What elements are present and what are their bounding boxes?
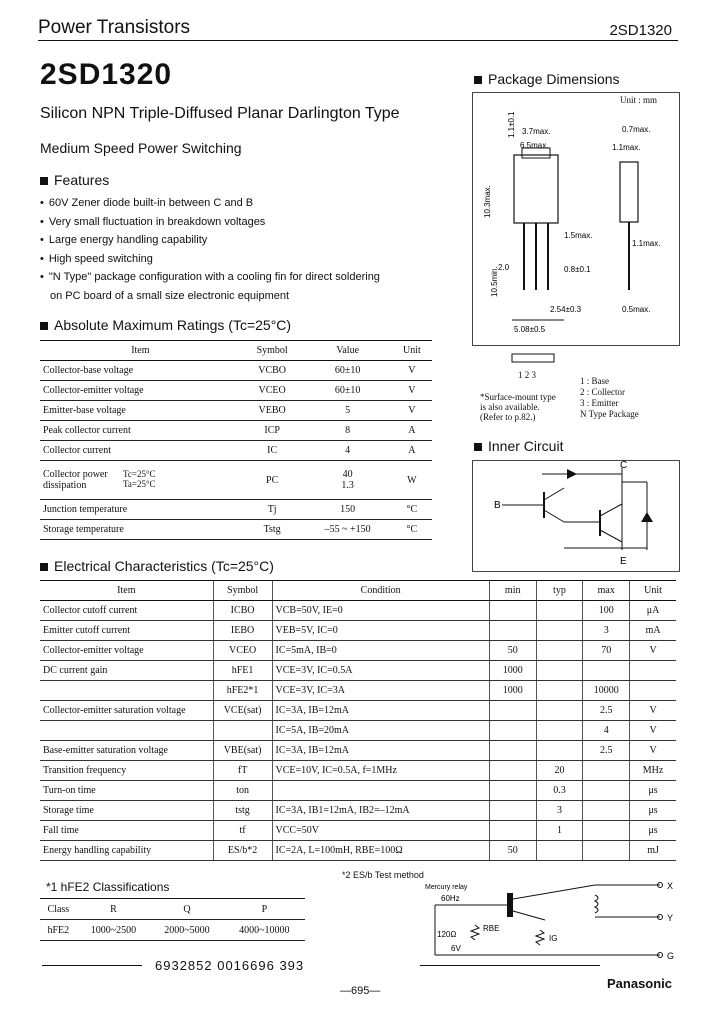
cell: V (392, 381, 432, 401)
cell: 60±10 (304, 361, 392, 381)
dim-label: 1.1±0.1 (507, 111, 516, 138)
cell: Peak collector current (40, 421, 241, 441)
power-cond2: Ta=25°C (123, 479, 156, 489)
cell-item: Collector-emitter voltage (40, 641, 213, 661)
test-label: 120Ω (437, 930, 457, 939)
feature-item: • 60V Zener diode built-in between C and B (40, 194, 380, 213)
transistor-icon (507, 893, 513, 917)
cell-unit: V (630, 741, 676, 761)
part-number: 2SD1320 (40, 58, 173, 91)
hfe-class-title: *1 hFE2 Classifications (46, 880, 170, 894)
cell: Storage temperature (40, 520, 241, 540)
cell: Class (40, 899, 77, 920)
hfe-class-table (40, 898, 305, 941)
cell-sym: ICBO (213, 601, 272, 621)
table-header-row (40, 581, 676, 601)
abs-max-table (40, 340, 432, 540)
cell-min (489, 741, 536, 761)
cell-max: 3 (583, 621, 630, 641)
cell: hFE2 (40, 920, 77, 941)
cell-unit: V (630, 641, 676, 661)
pin-legend (580, 376, 639, 420)
package-title: Package Dimensions (488, 71, 620, 87)
test-label: IG (549, 934, 558, 943)
cell: Q (150, 899, 224, 920)
test-label: Y (667, 913, 674, 923)
footer-rule (42, 965, 142, 966)
cell: °C (392, 500, 432, 520)
test-label: G (667, 951, 675, 961)
cell-typ (536, 721, 583, 741)
cell-item: Turn-on time (40, 781, 213, 801)
cell-max (583, 821, 630, 841)
bullet-square-icon (40, 322, 48, 330)
cell-item: Base-emitter saturation voltage (40, 741, 213, 761)
dim-label: 0.7max. (622, 125, 651, 134)
col-header: typ (536, 581, 583, 601)
cell: 4 (304, 441, 392, 461)
cell: 8 (304, 421, 392, 441)
cell-min (489, 701, 536, 721)
cell-unit: V (630, 701, 676, 721)
cell: VCEO (241, 381, 304, 401)
cell-sym: IEBO (213, 621, 272, 641)
cell-typ (536, 661, 583, 681)
table-row (40, 601, 676, 621)
cell-item: Emitter cutoff current (40, 621, 213, 641)
cell-item: Transition frequency (40, 761, 213, 781)
cell: A (392, 441, 432, 461)
cell-item: Energy handling capability (40, 841, 213, 861)
feature-item: • Large energy handling capability (40, 231, 380, 250)
cell-max (583, 661, 630, 681)
abs-max-heading (40, 317, 291, 333)
features-heading (40, 172, 109, 188)
table-row (40, 381, 432, 401)
table-row (40, 899, 305, 920)
dim-label: 3.7max. (522, 127, 551, 136)
power-item: Collector power dissipation (43, 469, 108, 491)
feature-item: • Very small fluctuation in breakdown voltages (40, 213, 380, 232)
cell: Junction temperature (40, 500, 241, 520)
dim-label: 6.5max. (520, 141, 549, 150)
cell-unit: mA (630, 621, 676, 641)
note-line: (Refer to p.82.) (480, 412, 536, 422)
col-header: max (583, 581, 630, 601)
cell-typ (536, 741, 583, 761)
wire (600, 504, 622, 516)
cell-unit: mJ (630, 841, 676, 861)
table-row (40, 681, 676, 701)
cell: P (224, 899, 305, 920)
cell-sym: hFE1 (213, 661, 272, 681)
col-header: Item (40, 341, 241, 361)
cell-cond: IC=5A, IB=20mA (272, 721, 489, 741)
test-label: Mercury relay (425, 884, 468, 891)
inner-circuit-heading (474, 438, 563, 454)
terminal-c: C (620, 460, 628, 471)
table-row (40, 661, 676, 681)
table-header-row (40, 341, 432, 361)
cell (304, 461, 392, 500)
table-row (40, 401, 432, 421)
table-row (40, 421, 432, 441)
cell-min: 1000 (489, 661, 536, 681)
table-row (40, 641, 676, 661)
page-number: —695— (340, 985, 381, 997)
wire (513, 911, 545, 920)
test-label: 6V (451, 944, 461, 953)
cell-item: Fall time (40, 821, 213, 841)
pin-legend-item: 2 : Collector (580, 387, 625, 397)
cell-item: Storage time (40, 801, 213, 821)
cell-unit: μs (630, 801, 676, 821)
cell-max (583, 841, 630, 861)
cell: PC (241, 461, 304, 500)
dim-label: 0.8±0.1 (564, 265, 591, 274)
test-label: RBE (483, 924, 500, 933)
elec-title: Electrical Characteristics (Tc=25°C) (54, 558, 274, 574)
brand-logo: Panasonic (607, 976, 673, 991)
cell-cond: IC=3A, IB=12mA (272, 701, 489, 721)
bullet-square-icon (474, 76, 482, 84)
elec-heading (40, 558, 274, 574)
feature-item-continuation: on PC board of a small size electronic equipment (50, 289, 290, 302)
test-label: 60Hz (441, 894, 460, 903)
col-header: Symbol (213, 581, 272, 601)
cell: Tstg (241, 520, 304, 540)
table-row (40, 461, 432, 500)
cell-typ (536, 621, 583, 641)
col-header: min (489, 581, 536, 601)
cell-min: 1000 (489, 681, 536, 701)
table-row (40, 821, 676, 841)
package-side-body (620, 162, 638, 222)
feature-item: • High speed switching (40, 250, 380, 269)
cell-min: 50 (489, 641, 536, 661)
cell-min (489, 821, 536, 841)
cell: 150 (304, 500, 392, 520)
cell-typ: 20 (536, 761, 583, 781)
cell-sym: ES/b*2 (213, 841, 272, 861)
cell: A (392, 421, 432, 441)
subtitle: Silicon NPN Triple-Diffused Planar Darlington Type (40, 105, 400, 122)
table-row (40, 361, 432, 381)
cell: W (392, 461, 432, 500)
dim-label: 5.08±0.5 (514, 325, 546, 334)
inner-circuit-title: Inner Circuit (488, 438, 564, 454)
cell: V (392, 401, 432, 421)
cell-max: 10000 (583, 681, 630, 701)
package-drawing (472, 110, 678, 370)
cell-max (583, 781, 630, 801)
cell: –55 ~ +150 (304, 520, 392, 540)
feature-item: • "N Type" package configuration with a cooling fin for direct soldering (40, 268, 380, 287)
cell-item: Collector cutoff current (40, 601, 213, 621)
test-method-label: *2 ES/b Test method (342, 870, 424, 880)
note-line: is also available. (480, 402, 540, 412)
cell-cond: VCC=50V (272, 821, 489, 841)
col-header: Symbol (241, 341, 304, 361)
barcode-number: 6932852 0016696 393 (155, 958, 305, 973)
resistor-icon (536, 930, 544, 945)
table-row (40, 801, 676, 821)
power-val2: 1.3 (341, 480, 354, 491)
dim-label: 10.3max. (483, 185, 492, 218)
pin-legend-item: 1 : Base (580, 376, 609, 386)
cell-sym: tf (213, 821, 272, 841)
cell-cond: VCB=50V, IE=0 (272, 601, 489, 621)
dim-label: 2.0 (498, 263, 510, 272)
zener-diode-icon (567, 469, 577, 479)
cell: Collector current (40, 441, 241, 461)
note-line: *Surface-mount type (480, 392, 556, 402)
table-row (40, 500, 432, 520)
cell-max: 4 (583, 721, 630, 741)
cell-typ: 1 (536, 821, 583, 841)
col-header: Unit (392, 341, 432, 361)
dim-label: 2.54±0.3 (550, 305, 582, 314)
pin-legend-item: N Type Package (580, 409, 639, 419)
cell-sym (213, 721, 272, 741)
cell-min (489, 781, 536, 801)
cell-cond: IC=3A, IB=12mA (272, 741, 489, 761)
cell-typ: 0.3 (536, 781, 583, 801)
cell-typ (536, 641, 583, 661)
wire (544, 488, 564, 500)
cell-typ (536, 681, 583, 701)
cell-cond: VEB=5V, IC=0 (272, 621, 489, 641)
inner-circuit-diagram (472, 460, 678, 570)
cell-unit (630, 681, 676, 701)
cell: Tj (241, 500, 304, 520)
cell-min: 50 (489, 841, 536, 861)
table-row (40, 841, 676, 861)
cell: V (392, 361, 432, 381)
table-row (40, 441, 432, 461)
col-header: Condition (272, 581, 489, 601)
cell-min (489, 801, 536, 821)
test-label: X (667, 881, 674, 891)
cell-sym: VBE(sat) (213, 741, 272, 761)
table-row (40, 781, 676, 801)
cell: 60±10 (304, 381, 392, 401)
dim-label: 1.1max. (632, 239, 661, 248)
cell: 1000~2500 (77, 920, 151, 941)
header-part-number: 2SD1320 (609, 22, 672, 39)
test-circuit-diagram (415, 875, 677, 965)
cell-unit (630, 661, 676, 681)
wire (544, 510, 564, 522)
table-row (40, 721, 676, 741)
pin-legend-item: 3 : Emitter (580, 398, 619, 408)
cell-sym: VCE(sat) (213, 701, 272, 721)
dim-label: 1.5max. (564, 231, 593, 240)
cell-unit: μA (630, 601, 676, 621)
table-row (40, 520, 432, 540)
terminal-b: B (494, 500, 501, 511)
cell-max: 2.5 (583, 741, 630, 761)
cell-sym: VCEO (213, 641, 272, 661)
cell (40, 461, 241, 500)
cell: 2000~5000 (150, 920, 224, 941)
package-unit: Unit : mm (620, 95, 658, 105)
dim-label: 0.5max. (622, 305, 651, 314)
cell: VEBO (241, 401, 304, 421)
cell-max (583, 761, 630, 781)
cell-max: 70 (583, 641, 630, 661)
cell-item: DC current gain (40, 661, 213, 681)
application: Medium Speed Power Switching (40, 140, 242, 156)
col-header: Value (304, 341, 392, 361)
cell-cond: IC=5mA, IB=0 (272, 641, 489, 661)
inductor-icon (595, 895, 598, 913)
cell: IC (241, 441, 304, 461)
wire (600, 530, 622, 542)
abs-max-title: Absolute Maximum Ratings (Tc=25°C) (54, 317, 292, 333)
package-note (480, 392, 556, 422)
cell: ICP (241, 421, 304, 441)
cell-item (40, 721, 213, 741)
cell-cond (272, 781, 489, 801)
cell-min (489, 621, 536, 641)
footer-rule (420, 965, 600, 966)
diode-icon (641, 512, 653, 522)
table-row (40, 920, 305, 941)
cell-cond: VCE=10V, IC=0.5A, f=1MHz (272, 761, 489, 781)
features-title: Features (54, 172, 110, 188)
cell: °C (392, 520, 432, 540)
cell-sym: ton (213, 781, 272, 801)
bullet-square-icon (474, 443, 482, 451)
cell-max (583, 801, 630, 821)
cell: Emitter-base voltage (40, 401, 241, 421)
dim-label: 10.5min. (490, 266, 499, 297)
bullet-square-icon (40, 563, 48, 571)
power-cond1: Tc=25°C (123, 469, 156, 479)
power-val1: 40 (342, 469, 353, 480)
cell-cond: VCE=3V, IC=0.5A (272, 661, 489, 681)
cell-max: 2.5 (583, 701, 630, 721)
cell-typ (536, 701, 583, 721)
category-title: Power Transistors (38, 17, 191, 38)
cell-sym: tstg (213, 801, 272, 821)
cell-typ: 3 (536, 801, 583, 821)
table-row (40, 761, 676, 781)
cell-typ (536, 841, 583, 861)
cell-min (489, 761, 536, 781)
cell: 5 (304, 401, 392, 421)
cell-max: 100 (583, 601, 630, 621)
package-body (514, 155, 558, 223)
cell-sym: hFE2*1 (213, 681, 272, 701)
bullet-square-icon (40, 177, 48, 185)
cell: Collector-emitter voltage (40, 381, 241, 401)
table-row (40, 621, 676, 641)
cell: VCBO (241, 361, 304, 381)
cell-min (489, 601, 536, 621)
terminal-e: E (620, 556, 627, 567)
table-row (40, 701, 676, 721)
elec-table (40, 580, 676, 861)
cell-sym: fT (213, 761, 272, 781)
cell-typ (536, 601, 583, 621)
pin-numbers: 1 2 3 (518, 370, 536, 380)
cell-item (40, 681, 213, 701)
cell-cond: IC=2A, L=100mH, RBE=100Ω (272, 841, 489, 861)
cell-item: Collector-emitter saturation voltage (40, 701, 213, 721)
cell-cond: IC=3A, IB1=12mA, IB2=–12mA (272, 801, 489, 821)
footprint (512, 354, 554, 362)
cell: R (77, 899, 151, 920)
header-rule (38, 40, 678, 41)
cell-cond: VCE=3V, IC=3A (272, 681, 489, 701)
resistor-icon (471, 925, 479, 940)
package-heading (474, 71, 620, 87)
wire (513, 885, 595, 899)
cell-min (489, 721, 536, 741)
dim-label: 1.1max. (612, 143, 641, 152)
cell-unit: MHz (630, 761, 676, 781)
cell-unit: V (630, 721, 676, 741)
col-header: Unit (630, 581, 676, 601)
col-header: Item (40, 581, 213, 601)
cell-unit: μs (630, 781, 676, 801)
cell-unit: μs (630, 821, 676, 841)
table-row (40, 741, 676, 761)
cell: Collector-base voltage (40, 361, 241, 381)
cell: 4000~10000 (224, 920, 305, 941)
features-list (40, 194, 380, 306)
